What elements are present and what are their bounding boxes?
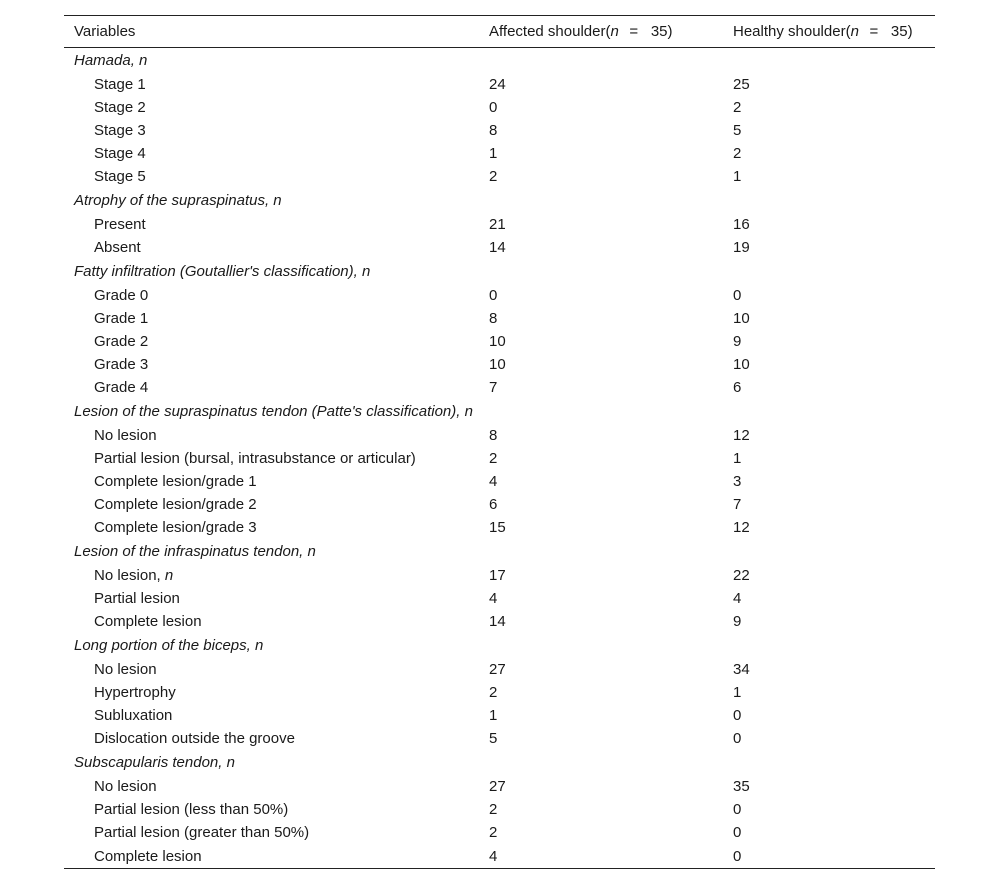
affected-value: 8 xyxy=(489,310,498,327)
row-label xyxy=(64,844,479,869)
affected-prefix: Affected shoulder( xyxy=(489,23,611,40)
table-row xyxy=(64,73,935,96)
header-healthy-shoulder xyxy=(723,16,935,48)
healthy-value: 34 xyxy=(733,661,750,678)
table-row xyxy=(64,142,935,165)
affected-value: 0 xyxy=(489,99,498,116)
row-label xyxy=(64,73,479,96)
healthy-value: 19 xyxy=(733,239,750,256)
group-title: Subscapularis tendon, n xyxy=(74,754,235,771)
healthy-value: 10 xyxy=(733,310,750,327)
row-label-text: Present xyxy=(94,216,146,233)
table-row xyxy=(64,330,935,353)
table-row xyxy=(64,658,935,681)
affected-value: 24 xyxy=(489,76,506,93)
table-row xyxy=(64,727,935,750)
row-label-text: Stage 3 xyxy=(94,122,146,139)
row-label-text: Complete lesion/grade 2 xyxy=(94,496,257,513)
row-label-text: No lesion xyxy=(94,661,157,678)
row-label-text: No lesion xyxy=(94,778,157,795)
group-title: Hamada, n xyxy=(74,52,148,69)
healthy-value: 9 xyxy=(733,333,742,350)
row-label xyxy=(64,330,479,353)
row-label-text: Grade 2 xyxy=(94,333,149,350)
affected-value: 4 xyxy=(489,847,498,865)
affected-value: 2 xyxy=(489,801,498,818)
affected-value: 1 xyxy=(489,145,498,162)
row-label xyxy=(64,564,479,587)
group-title: Lesion of the infraspinatus tendon, n xyxy=(74,543,316,560)
affected-value: 27 xyxy=(489,661,506,678)
table-row xyxy=(64,96,935,119)
group-row xyxy=(64,399,935,424)
group-title: Long portion of the biceps, n xyxy=(74,637,264,654)
table-row xyxy=(64,821,935,844)
row-label xyxy=(64,213,479,236)
table-row xyxy=(64,564,935,587)
healthy-value: 7 xyxy=(733,496,742,513)
header-affected-shoulder xyxy=(479,16,723,48)
healthy-value: 4 xyxy=(733,590,742,607)
affected-value: 14 xyxy=(489,613,506,630)
affected-value: 8 xyxy=(489,122,498,139)
table-row xyxy=(64,775,935,798)
row-label-text: Partial lesion (greater than 50%) xyxy=(94,824,310,841)
equals-sign: = xyxy=(629,23,639,40)
healthy-value: 25 xyxy=(733,76,750,93)
row-label-text: Complete lesion/grade 1 xyxy=(94,473,257,490)
table-row xyxy=(64,704,935,727)
row-label-text: Grade 4 xyxy=(94,379,149,396)
healthy-value: 6 xyxy=(733,379,742,396)
row-label xyxy=(64,119,479,142)
affected-value: 1 xyxy=(489,707,498,724)
group-row xyxy=(64,188,935,213)
healthy-value: 16 xyxy=(733,216,750,233)
group-row xyxy=(64,48,935,74)
affected-value: 10 xyxy=(489,356,506,373)
affected-value: 2 xyxy=(489,684,498,701)
healthy-value: 2 xyxy=(733,99,742,116)
row-label xyxy=(64,516,479,539)
row-label-text: Stage 4 xyxy=(94,145,146,162)
row-label-text: Complete lesion xyxy=(94,613,202,630)
healthy-value: 0 xyxy=(733,707,742,724)
affected-value: 0 xyxy=(489,287,498,304)
header-row xyxy=(64,16,935,48)
healthy-prefix: Healthy shoulder( xyxy=(733,23,851,40)
table-row xyxy=(64,424,935,447)
group-row xyxy=(64,539,935,564)
row-label xyxy=(64,610,479,633)
row-label xyxy=(64,470,479,493)
healthy-value: 0 xyxy=(733,730,742,747)
group-row xyxy=(64,633,935,658)
table-row xyxy=(64,798,935,821)
row-label xyxy=(64,821,479,844)
healthy-value: 1 xyxy=(733,684,742,701)
table-row xyxy=(64,844,935,869)
shoulder-findings-table xyxy=(64,15,935,869)
healthy-value: 0 xyxy=(733,847,742,865)
affected-value: 6 xyxy=(489,496,498,513)
header-variables: Variables xyxy=(74,23,136,40)
row-label xyxy=(64,142,479,165)
table-row xyxy=(64,165,935,188)
row-label-text: Absent xyxy=(94,239,141,256)
table-row xyxy=(64,284,935,307)
table-row xyxy=(64,470,935,493)
row-label xyxy=(64,236,479,259)
healthy-value: 0 xyxy=(733,801,742,818)
row-label-text: No lesion xyxy=(94,427,157,444)
affected-value: 10 xyxy=(489,333,506,350)
group-title: Fatty infiltration (Goutallier's classification), n xyxy=(74,263,371,280)
table-row xyxy=(64,353,935,376)
row-label-text: Subluxation xyxy=(94,707,173,724)
table-row xyxy=(64,236,935,259)
row-label xyxy=(64,447,479,470)
affected-value: 4 xyxy=(489,590,498,607)
group-row xyxy=(64,259,935,284)
affected-value: 15 xyxy=(489,519,506,536)
affected-value: 17 xyxy=(489,567,506,584)
row-label-text: Stage 5 xyxy=(94,168,146,185)
healthy-value: 0 xyxy=(733,824,742,841)
row-label-text: Dislocation outside the groove xyxy=(94,730,295,747)
healthy-value: 3 xyxy=(733,473,742,490)
group-title: Lesion of the supraspinatus tendon (Patte's classification), n xyxy=(74,403,473,420)
row-label xyxy=(64,587,479,610)
table-row xyxy=(64,610,935,633)
table-row xyxy=(64,213,935,236)
table-row xyxy=(64,376,935,399)
row-label xyxy=(64,704,479,727)
row-label xyxy=(64,307,479,330)
row-label-text: Stage 1 xyxy=(94,76,146,93)
row-label-text: Partial lesion (bursal, intrasubstance or articular) xyxy=(94,450,416,467)
row-label-text: Grade 3 xyxy=(94,356,149,373)
healthy-value: 10 xyxy=(733,356,750,373)
healthy-value: 5 xyxy=(733,122,742,139)
healthy-value: 1 xyxy=(733,450,742,467)
n-symbol: n xyxy=(850,23,859,40)
healthy-value: 22 xyxy=(733,567,750,584)
affected-value: 27 xyxy=(489,778,506,795)
affected-value: 4 xyxy=(489,473,498,490)
healthy-value: 9 xyxy=(733,613,742,630)
count-suffix: 35) xyxy=(890,23,913,40)
row-label xyxy=(64,376,479,399)
table-row xyxy=(64,493,935,516)
row-label xyxy=(64,424,479,447)
row-label xyxy=(64,681,479,704)
affected-value: 7 xyxy=(489,379,498,396)
healthy-value: 2 xyxy=(733,145,742,162)
equals-sign: = xyxy=(869,23,879,40)
row-label-text: Grade 0 xyxy=(94,287,149,304)
row-label-text: Hypertrophy xyxy=(94,684,176,701)
affected-value: 5 xyxy=(489,730,498,747)
row-label xyxy=(64,775,479,798)
row-label-text: Complete lesion xyxy=(94,847,202,865)
group-title: Atrophy of the supraspinatus, n xyxy=(74,192,282,209)
affected-value: 2 xyxy=(489,824,498,841)
healthy-value: 1 xyxy=(733,168,742,185)
affected-value: 14 xyxy=(489,239,506,256)
row-label xyxy=(64,658,479,681)
row-label xyxy=(64,165,479,188)
table-body xyxy=(64,48,935,869)
row-label xyxy=(64,96,479,119)
count-suffix: 35) xyxy=(650,23,673,40)
table-row xyxy=(64,681,935,704)
healthy-value: 0 xyxy=(733,287,742,304)
row-label-text: Partial lesion xyxy=(94,590,180,607)
table-header xyxy=(64,16,935,48)
healthy-value: 12 xyxy=(733,427,750,444)
n-symbol: n xyxy=(610,23,619,40)
row-label-italic: n xyxy=(164,567,174,584)
healthy-value: 12 xyxy=(733,519,750,536)
table-row xyxy=(64,447,935,470)
row-label xyxy=(64,353,479,376)
row-label-text: Stage 2 xyxy=(94,99,146,116)
table-row xyxy=(64,307,935,330)
row-label-text: No lesion, xyxy=(94,567,165,584)
affected-value: 2 xyxy=(489,168,498,185)
table-row xyxy=(64,119,935,142)
row-label-text: Grade 1 xyxy=(94,310,149,327)
row-label xyxy=(64,727,479,750)
affected-value: 2 xyxy=(489,450,498,467)
healthy-value: 35 xyxy=(733,778,750,795)
table-row xyxy=(64,587,935,610)
affected-value: 8 xyxy=(489,427,498,444)
affected-value: 21 xyxy=(489,216,506,233)
row-label-text: Partial lesion (less than 50%) xyxy=(94,801,289,818)
row-label xyxy=(64,284,479,307)
row-label xyxy=(64,493,479,516)
results-table-container xyxy=(64,15,935,869)
row-label xyxy=(64,798,479,821)
table-row xyxy=(64,516,935,539)
group-row xyxy=(64,750,935,775)
row-label-text: Complete lesion/grade 3 xyxy=(94,519,257,536)
